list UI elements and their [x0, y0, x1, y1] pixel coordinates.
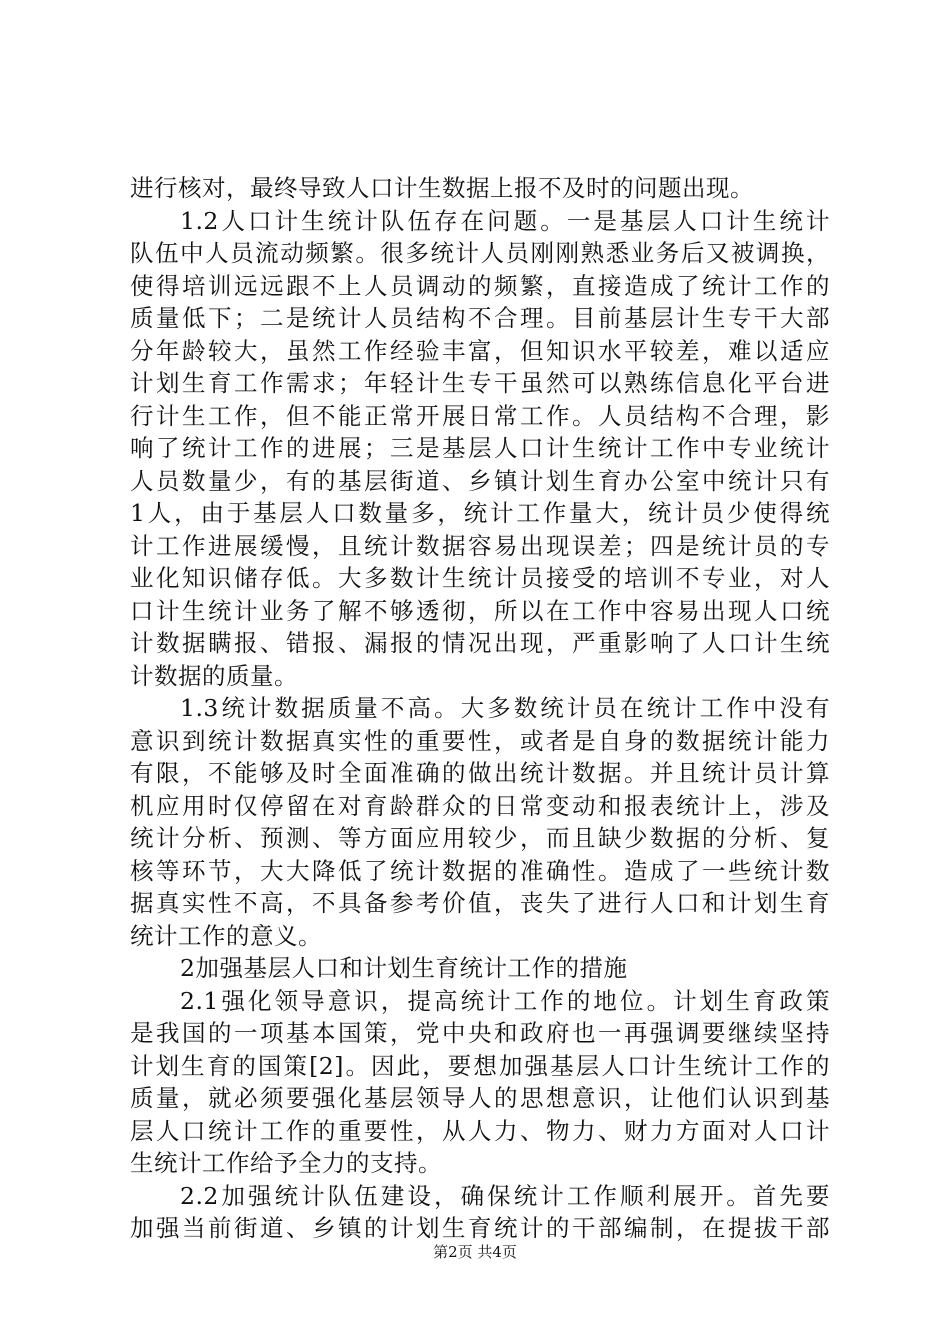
text-line: 计工作进展缓慢，且统计数据容易出现误差；四是统计员的专: [130, 531, 830, 560]
text-line: 2.2加强统计队伍建设，确保统计工作顺利展开。首先要: [180, 1181, 830, 1210]
page-footer: [0, 1242, 950, 1262]
text-line: 意识到统计数据真实性的重要性，或者是自身的数据统计能力: [130, 726, 830, 755]
text-line: 统计分析、预测、等方面应用较少，而且缺少数据的分析、复: [130, 824, 830, 852]
text-line: 1人，由于基层人口数量多，统计工作量大，统计员少使得统: [130, 499, 830, 527]
text-line: 统计工作的意义。: [130, 921, 322, 950]
text-line: 响了统计工作的进展；三是基层人口计生统计工作中专业统计: [130, 434, 830, 462]
text-line: 业化知识储存低。大多数计生统计员接受的培训不专业，对人: [130, 564, 830, 592]
text-line: 计数据的质量。: [130, 661, 298, 690]
text-line: 加强当前街道、乡镇的计划生育统计的干部编制，在提拔干部: [130, 1214, 830, 1242]
text-line: 2.1强化领导意识，提高统计工作的地位。计划生育政策: [180, 986, 830, 1015]
text-line: 是我国的一项基本国策，党中央和政府也一再强调要继续坚持: [130, 1019, 830, 1047]
text-line: 队伍中人员流动频繁。很多统计人员刚刚熟悉业务后又被调换，: [130, 239, 830, 267]
text-line: 行计生工作，但不能正常开展日常工作。人员结构不合理，影: [130, 401, 830, 430]
text-line: 核等环节，大大降低了统计数据的准确性。造成了一些统计数: [130, 856, 830, 885]
text-line: 计数据瞒报、错报、漏报的情况出现，严重影响了人口计生统: [130, 629, 830, 657]
text-line: 机应用时仅停留在对育龄群众的日常变动和报表统计上，涉及: [130, 791, 830, 820]
page-number-label: 第2页 共4页: [433, 1243, 517, 1261]
text-line: 分年龄较大，虽然工作经验丰富，但知识水平较差，难以适应: [130, 336, 830, 365]
text-line: 有限，不能够及时全面准确的做出统计数据。并且统计员计算: [130, 759, 830, 787]
text-line: 使得培训远远跟不上人员调动的频繁，直接造成了统计工作的: [130, 271, 830, 300]
text-line: 生统计工作给予全力的支持。: [130, 1149, 442, 1177]
text-line: 1.3统计数据质量不高。大多数统计员在统计工作中没有: [180, 694, 830, 722]
text-line: 计划生育工作需求；年轻计生专干虽然可以熟练信息化平台进: [130, 369, 830, 397]
text-line: 口计生统计业务了解不够透彻，所以在工作中容易出现人口统: [130, 596, 830, 625]
section-heading: 2加强基层人口和计划生育统计工作的措施: [180, 954, 628, 982]
text-line: 层人口统计工作的重要性，从人力、物力、财力方面对人口计: [130, 1116, 830, 1145]
text-line: 质量，就必须要强化基层领导人的思想意识，让他们认识到基: [130, 1084, 830, 1112]
text-line: 人员数量少，有的基层街道、乡镇计划生育办公室中统计只有: [130, 466, 830, 495]
text-line: 进行核对，最终导致人口计生数据上报不及时的问题出现。: [130, 174, 754, 202]
document-body: [130, 172, 830, 1245]
text-line: 质量低下；二是统计人员结构不合理。目前基层计生专干大部: [130, 304, 830, 332]
text-line: 1.2人口计生统计队伍存在问题。一是基层人口计生统计: [180, 206, 830, 235]
text-line: 计划生育的国策[2]。因此，要想加强基层人口计生统计工作的: [130, 1051, 830, 1080]
text-line: 据真实性不高，不具备参考价值，丧失了进行人口和计划生育: [130, 889, 830, 917]
